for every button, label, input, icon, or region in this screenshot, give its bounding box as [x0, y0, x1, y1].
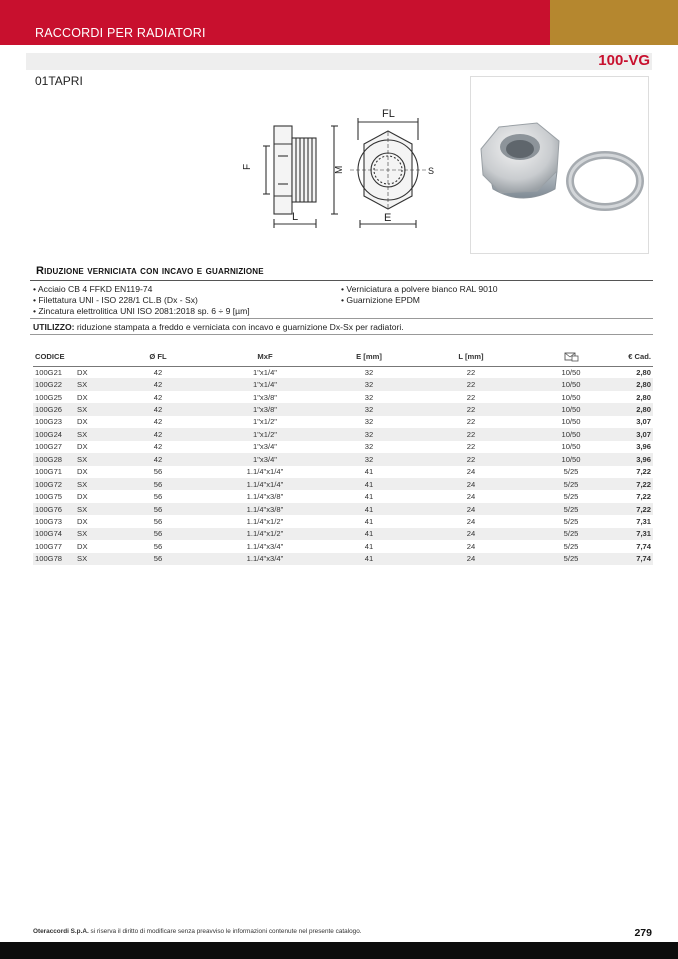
cell-fl: 42	[133, 403, 183, 415]
cell-e: 32	[364, 442, 374, 452]
table-row	[33, 403, 653, 415]
table-row	[33, 478, 653, 490]
cell-mxf: 1"x3/8"	[183, 403, 347, 415]
spec-item: • Zincatura elettrolitica UNI ISO 2081:2018 sp. 6 ÷ 9 [µm]	[33, 306, 250, 316]
cell-mxf: 1.1/4"x3/4"	[183, 553, 347, 565]
dim-f-label: F	[242, 163, 253, 170]
col-code-header: CODICE	[33, 348, 75, 366]
cell-pack: 5/25	[563, 516, 579, 526]
cell-fl: 42	[153, 417, 163, 427]
cell-code: 100G77	[35, 541, 63, 551]
cell-e: 32	[364, 367, 374, 377]
cell-mxf: 1.1/4"x1/2"	[246, 516, 284, 526]
col-fl-header: Ø FL	[133, 348, 183, 366]
table-row	[33, 503, 653, 515]
cell-l: 24	[466, 492, 476, 502]
cell-side: SX	[75, 478, 133, 490]
cell-side: SX	[75, 503, 133, 515]
cell-pack: 10/50	[561, 392, 581, 402]
section-title: RACCORDI PER RADIATORI	[35, 26, 206, 40]
cell-mxf: 1.1/4"x1/4"	[246, 467, 284, 477]
cell-mxf: 1"x1/2"	[253, 417, 277, 427]
cell-code: 100G75	[35, 492, 63, 502]
cell-pack: 5/25	[563, 467, 579, 477]
cell-fl: 56	[133, 553, 183, 565]
table-row	[33, 515, 653, 527]
cell-mxf: 1.1/4"x3/4"	[246, 541, 284, 551]
cell-e: 41	[347, 503, 391, 515]
col-price-header: € Cad.	[591, 348, 653, 366]
cell-price: 7,22	[591, 478, 653, 490]
cell-side: SX	[75, 553, 133, 565]
footer-company: Oteraccordi S.p.A.	[33, 928, 89, 935]
cell-price: 3,96	[636, 442, 651, 452]
cell-pack: 5/25	[551, 478, 591, 490]
cell-l: 22	[466, 442, 476, 452]
cell-fl: 42	[133, 378, 183, 390]
cell-fl: 56	[153, 516, 163, 526]
cell-e: 41	[364, 516, 374, 526]
cell-e: 32	[347, 378, 391, 390]
cell-code: 100G26	[33, 403, 75, 415]
title-divider	[30, 280, 653, 281]
cell-price: 3,07	[591, 428, 653, 440]
table-row	[33, 428, 653, 440]
cell-l: 22	[391, 378, 551, 390]
cell-l: 24	[466, 516, 476, 526]
cell-l: 22	[391, 428, 551, 440]
cell-fl: 56	[153, 467, 163, 477]
cell-fl: 56	[133, 503, 183, 515]
footer-text: si riserva il diritto di modificare senza preavviso le informazioni contenute nel presente catalogo.	[88, 928, 362, 935]
cell-price: 7,22	[636, 492, 651, 502]
cell-l: 22	[466, 392, 476, 402]
table-row	[33, 416, 653, 428]
cell-pack: 5/25	[551, 553, 591, 565]
cell-code: 100G73	[35, 516, 63, 526]
cell-pack: 10/50	[551, 453, 591, 465]
cell-l: 24	[391, 528, 551, 540]
cell-e: 32	[364, 392, 374, 402]
product-code-band	[26, 53, 652, 70]
cell-e: 32	[364, 417, 374, 427]
cell-price: 7,22	[591, 503, 653, 515]
product-photo	[470, 76, 649, 254]
cell-code: 100G78	[33, 553, 75, 565]
cell-code: 100G28	[33, 453, 75, 465]
cell-side: DX	[77, 467, 88, 477]
cell-l: 24	[466, 467, 476, 477]
cell-e: 41	[347, 528, 391, 540]
dim-m-label: M	[334, 165, 345, 174]
cell-code: 100G21	[35, 367, 63, 377]
cell-e: 32	[347, 453, 391, 465]
cell-fl: 42	[153, 367, 163, 377]
page-number: 279	[634, 927, 652, 939]
product-title: Riduzione verniciata con incavo e guarnizione	[36, 265, 264, 277]
cell-side: DX	[77, 392, 88, 402]
cell-fl: 42	[153, 392, 163, 402]
cell-fl: 42	[133, 428, 183, 440]
table-row	[33, 441, 653, 453]
spec-item: • Guarnizione EPDM	[341, 295, 420, 305]
cell-e: 32	[347, 403, 391, 415]
cell-price: 7,31	[636, 516, 651, 526]
table-row	[33, 540, 653, 552]
table-row	[33, 528, 653, 540]
col-pack-header	[551, 348, 591, 366]
cell-side: SX	[75, 453, 133, 465]
cell-mxf: 1"x1/4"	[253, 367, 277, 377]
cell-l: 22	[391, 403, 551, 415]
spec-item: • Filettatura UNI - ISO 228/1 CL.B (Dx - Sx)	[33, 295, 198, 305]
usage-divider	[30, 334, 653, 335]
cell-l: 22	[466, 417, 476, 427]
cell-pack: 5/25	[551, 528, 591, 540]
cell-e: 32	[347, 428, 391, 440]
table-row	[33, 366, 653, 378]
cell-code: 100G74	[33, 528, 75, 540]
cell-mxf: 1"x3/4"	[183, 453, 347, 465]
cell-price: 2,80	[636, 367, 651, 377]
cell-side: DX	[77, 442, 88, 452]
col-mxf-header: MxF	[183, 348, 347, 366]
technical-drawing	[236, 104, 446, 234]
cell-e: 41	[364, 467, 374, 477]
col-l-header: L [mm]	[391, 348, 551, 366]
cell-price: 7,22	[636, 467, 651, 477]
cell-e: 41	[364, 541, 374, 551]
cell-side: SX	[75, 428, 133, 440]
box-icon	[563, 350, 579, 362]
dim-fl-label: FL	[382, 108, 395, 120]
cell-side: DX	[77, 367, 88, 377]
cell-mxf: 1.1/4"x1/4"	[183, 478, 347, 490]
cell-pack: 10/50	[561, 442, 581, 452]
cell-code: 100G72	[33, 478, 75, 490]
cell-mxf: 1"x3/4"	[253, 442, 277, 452]
cell-l: 24	[391, 503, 551, 515]
cell-pack: 10/50	[561, 417, 581, 427]
cell-code: 100G76	[33, 503, 75, 515]
table-body	[33, 366, 653, 565]
cell-l: 22	[466, 367, 476, 377]
cell-mxf: 1.1/4"x1/2"	[183, 528, 347, 540]
cell-side: DX	[77, 417, 88, 427]
cell-e: 41	[347, 478, 391, 490]
cell-price: 3,96	[591, 453, 653, 465]
cell-fl: 42	[153, 442, 163, 452]
cell-side: SX	[75, 528, 133, 540]
product-subcode: 01TAPRI	[35, 74, 83, 88]
cell-price: 7,74	[591, 553, 653, 565]
spec-divider	[30, 318, 653, 319]
cell-price: 7,31	[591, 528, 653, 540]
cell-code: 100G22	[33, 378, 75, 390]
cell-side: SX	[75, 403, 133, 415]
cell-price: 3,07	[636, 417, 651, 427]
col-side-header	[75, 348, 133, 366]
spec-item: • Verniciatura a polvere bianco RAL 9010	[341, 284, 498, 294]
cell-fl: 56	[153, 492, 163, 502]
product-code: 100-VG	[598, 52, 650, 69]
cell-pack: 10/50	[551, 428, 591, 440]
cell-l: 24	[466, 541, 476, 551]
table-header-row	[33, 348, 653, 366]
cell-price: 7,74	[636, 541, 651, 551]
cell-e: 41	[347, 553, 391, 565]
dim-l-label: L	[292, 211, 299, 223]
cell-pack: 10/50	[561, 367, 581, 377]
cell-fl: 56	[153, 541, 163, 551]
table-row	[33, 490, 653, 502]
table-row	[33, 466, 653, 478]
cell-code: 100G24	[33, 428, 75, 440]
cell-price: 2,80	[591, 378, 653, 390]
usage-text: riduzione stampata a freddo e verniciata con incavo e guarnizione Dx-Sx per radiatori.	[74, 322, 404, 332]
cell-side: DX	[77, 492, 88, 502]
cell-fl: 56	[133, 478, 183, 490]
table-row	[33, 553, 653, 565]
cell-mxf: 1"x1/4"	[183, 378, 347, 390]
cell-e: 41	[364, 492, 374, 502]
cell-pack: 5/25	[563, 492, 579, 502]
dim-s-label: S	[428, 166, 435, 176]
spec-item: • Acciaio CB 4 FFKD EN119-74	[33, 284, 153, 294]
cell-code: 100G23	[35, 417, 63, 427]
cell-code: 100G25	[35, 392, 63, 402]
cell-pack: 5/25	[563, 541, 579, 551]
cell-code: 100G27	[35, 442, 63, 452]
cell-l: 22	[391, 453, 551, 465]
dim-e-label: E	[384, 212, 392, 224]
cell-mxf: 1"x3/8"	[253, 392, 277, 402]
cell-pack: 10/50	[551, 403, 591, 415]
cell-side: SX	[75, 378, 133, 390]
col-e-header: E [mm]	[347, 348, 391, 366]
footer-disclaimer	[33, 928, 362, 935]
cell-fl: 42	[133, 453, 183, 465]
cell-side: DX	[77, 541, 88, 551]
table-row	[33, 453, 653, 465]
cell-price: 2,80	[591, 403, 653, 415]
cell-mxf: 1.1/4"x3/8"	[246, 492, 284, 502]
cell-pack: 10/50	[551, 378, 591, 390]
cell-mxf: 1"x1/2"	[183, 428, 347, 440]
cell-l: 24	[391, 553, 551, 565]
usage-label: UTILIZZO:	[33, 322, 75, 332]
cell-pack: 5/25	[551, 503, 591, 515]
cell-price: 2,80	[636, 392, 651, 402]
cell-side: DX	[77, 516, 88, 526]
product-table	[33, 348, 653, 565]
table-row	[33, 391, 653, 403]
usage-note	[33, 322, 404, 332]
header-accent	[550, 0, 678, 45]
cell-fl: 56	[133, 528, 183, 540]
product-photo-illustration	[471, 77, 648, 253]
cell-code: 100G71	[35, 467, 63, 477]
cell-mxf: 1.1/4"x3/8"	[183, 503, 347, 515]
cell-l: 24	[391, 478, 551, 490]
footer-bar	[0, 942, 678, 959]
table-row	[33, 378, 653, 390]
